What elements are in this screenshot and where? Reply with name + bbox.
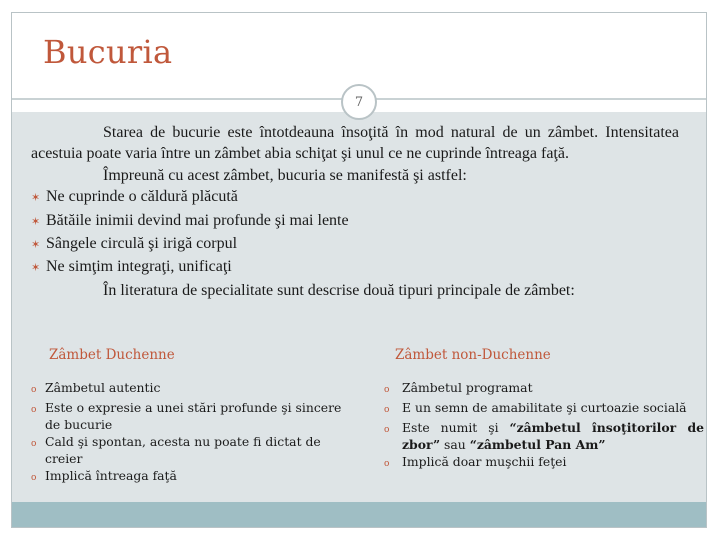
slide-title: Bucuria — [43, 33, 173, 71]
slide-body — [31, 122, 679, 301]
star-bullet-icon: ✶ — [31, 215, 41, 228]
circle-bullet-icon: o — [384, 385, 390, 395]
circle-bullet-icon: o — [31, 385, 37, 395]
duchenne-column — [31, 347, 351, 488]
list-item: o Implică întreaga faţă — [31, 467, 351, 487]
list-item: o Este o expresie a unei stări profunde şi sincere de bucurie — [31, 400, 342, 433]
circle-bullet-icon: o — [31, 439, 37, 450]
types-paragraph: În literatura de specialitate sunt descrise două tipuri principale de zâmbet: — [103, 281, 575, 299]
list-item: o Cald şi spontan, acesta nu poate fi dictat de creier — [31, 434, 321, 467]
list-item: o Este numit şi “zâmbetul însoţitorilor de zbor” sau “zâmbetul Pan Am” — [384, 420, 704, 453]
circle-bullet-icon: o — [31, 405, 37, 416]
non-duchenne-column — [384, 347, 704, 473]
footer-bar — [12, 502, 706, 527]
circle-bullet-icon: o — [31, 473, 37, 484]
list-item: o E un semn de amabilitate şi curtoazie socială — [384, 399, 704, 419]
star-bullet-icon: ✶ — [31, 239, 41, 252]
intro-paragraph: Starea de bucurie este întotdeauna însoţită în mod natural de un zâmbet. Intensitatea acestuia poate varia între un zâmbet abia schiţat şi unul ce ne cuprinde întreaga faţă. — [31, 124, 679, 163]
circle-bullet-icon: o — [384, 405, 390, 416]
list-item: ✶ Bătăile inimii devind mai profunde şi mai lente — [31, 210, 679, 233]
page-number-badge: 7 — [341, 84, 377, 120]
list-item: o Zâmbetul programat — [384, 379, 704, 399]
list-item: o Implică doar muşchii feţei — [384, 453, 704, 473]
star-bullet-icon: ✶ — [31, 192, 41, 205]
circle-bullet-icon: o — [384, 425, 390, 436]
circle-bullet-icon: o — [384, 459, 390, 470]
star-bullet-icon: ✶ — [31, 262, 41, 275]
list-item: ✶ Ne cuprinde o căldură plăcută — [31, 186, 679, 209]
manifest-paragraph: Împreună cu acest zâmbet, bucuria se manifestă şi astfel: — [103, 166, 467, 184]
manifest-list — [31, 186, 679, 280]
list-item: ✶ Sângele circulă şi irigă corpul — [31, 233, 679, 256]
list-item: o Zâmbetul autentic — [31, 379, 351, 399]
duchenne-heading: Zâmbet Duchenne — [49, 347, 175, 363]
list-item: ✶ Ne simţim integraţi, unificaţi — [31, 256, 679, 279]
non-duchenne-heading: Zâmbet non-Duchenne — [395, 347, 551, 363]
